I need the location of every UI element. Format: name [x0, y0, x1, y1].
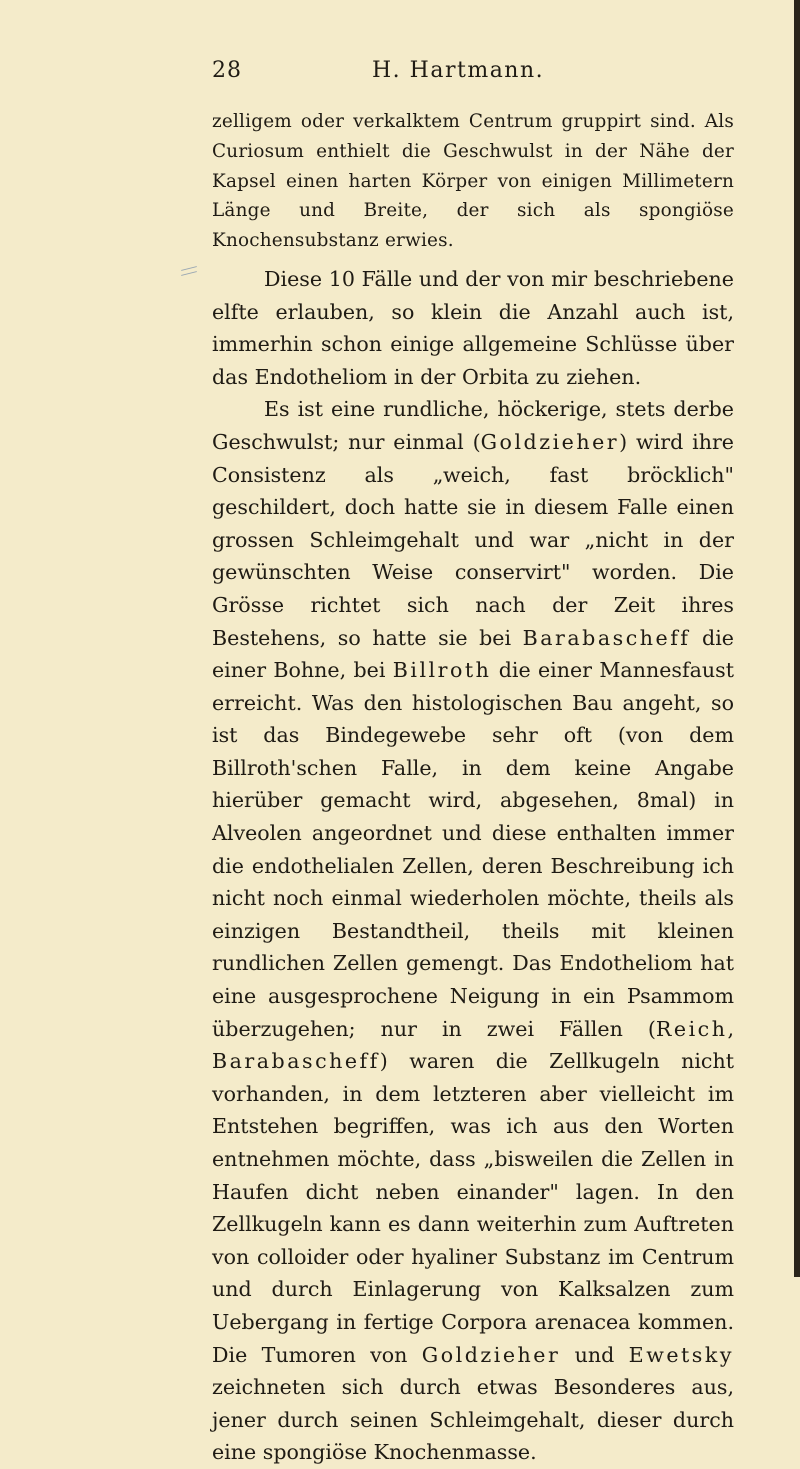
author-name-ewetsky: Ewetsky: [628, 1342, 734, 1367]
margin-mark: [181, 268, 198, 274]
author-name-billroth: Billroth: [392, 658, 492, 683]
paragraph-3: [212, 393, 734, 1469]
text-run: die einer Mannesfaust erreicht. Was den histologischen Bau angeht, so ist das Bindegewebe sehr oft (von dem Billroth'schen Falle, in dem keine Angabe hierüber gemacht wird, abgesehen, 8mal) in Alveolen angeordnet und diese enthalten immer die endothelialen Zellen, deren Beschreibung ich nicht noch einmal wiederholen möchte, theils als einzigen Bestandtheil, theils mit kleinen rundlichen Zellen gemengt. Das Endotheliom hat eine ausgesprochene Neigung in ein Psammom überzugehen; nur in zwei Fällen (: [212, 658, 734, 1041]
text-run: ,: [727, 1016, 734, 1041]
author-name-goldzieher: Goldzieher: [421, 1342, 561, 1367]
running-head: H. Hartmann.: [372, 58, 545, 83]
paragraph-2: Diese 10 Fälle und der von mir beschriebene elfte erlauben, so klein die Anzahl auch ist, immerhin schon einige allgemeine Schlüsse über das Endotheliom in der Orbita zu ziehen.: [212, 266, 734, 389]
author-name-barabascheff: Barabascheff: [522, 625, 691, 650]
text-run: ) wird ihre Consistenz als „weich, fast bröcklich" geschildert, doch hatte sie in diesem Falle einen grossen Schleimgehalt und war „nicht in der gewünschten Weise conservirt" worden. Die Grösse richtet sich nach der Zeit ihres Bestehens, so hatte sie bei: [212, 429, 734, 650]
text-run: zeichneten sich durch etwas Besonderes aus, jener durch seinen Schleimgehalt, dieser durch eine spongiöse Knochenmasse.: [212, 1375, 734, 1465]
text-run: ) waren die Zellkugeln nicht vorhanden, in dem letzteren aber vielleicht im Entstehen begriffen, was ich aus den Worten entnehmen möchte, dass „bisweilen die Zellen in Haufen dicht neben einander" lagen. In den Zellkugeln kann es dann weiterhin zum Auftreten von colloider oder hyaliner Substanz im Centrum und durch Einlagerung von Kalksalzen zum Uebergang in fertige Corpora arenacea kommen. Die Tumoren von: [212, 1049, 734, 1367]
author-name-goldzieher: Goldzieher: [480, 429, 620, 454]
paragraph-1: zelligem oder verkalktem Centrum gruppirt sind. Als Curiosum enthielt die Geschwulst in der Nähe der Kapsel einen harten Körper von einigen Millimetern Länge und Breite, der sich als spongiöse Knochensubstanz erwies.: [212, 111, 734, 252]
page-edge: [794, 0, 800, 1277]
page-number: 28: [212, 58, 242, 83]
text-run: und: [560, 1342, 629, 1367]
text-run: Es ist eine rundliche, höckerige, stets derbe Geschwulst; nur einmal (: [212, 397, 734, 454]
body-text: [212, 107, 734, 1469]
text-run: die einer Bohne, bei: [212, 625, 734, 683]
author-name-reich: Reich: [655, 1016, 728, 1041]
author-name-barabascheff: Barabascheff: [212, 1049, 380, 1074]
page-header: [212, 58, 732, 88]
